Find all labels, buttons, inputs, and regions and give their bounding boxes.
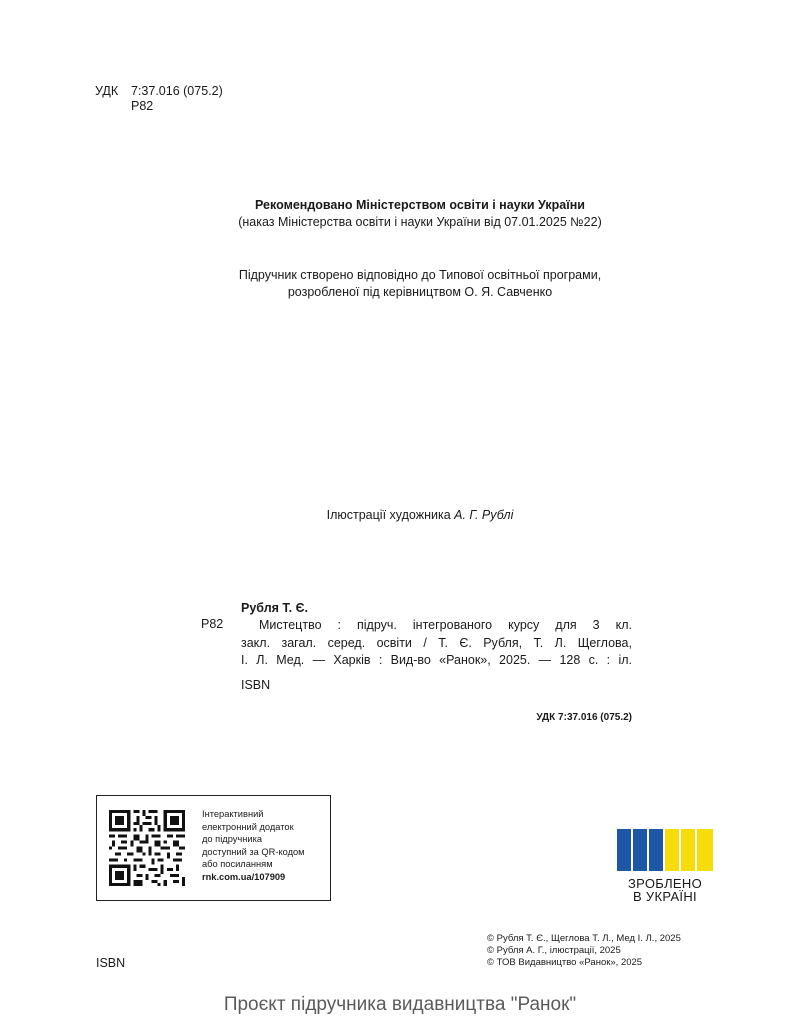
logo-bar-blue-2: [633, 829, 647, 871]
bib-code: Р82: [201, 617, 224, 631]
program-line-1: Підручник створено відповідно до Типової освітньої програми,: [238, 268, 602, 282]
illustrations-label: Ілюстрації художника: [326, 508, 451, 522]
copyright-line-2: © Рубля А. Г., ілюстрації, 2025: [487, 945, 621, 956]
udk-index: Р82: [131, 99, 154, 113]
udk-label: УДК: [95, 84, 119, 98]
bib-author: Рубля Т. Є.: [241, 601, 308, 615]
logo-bar-yellow-1: [665, 829, 679, 871]
logo-bar-yellow-2: [681, 829, 695, 871]
qr-description: [202, 808, 305, 884]
qr-line-1: Інтерактивний: [202, 809, 264, 819]
made-in-ukraine-text: [617, 877, 713, 903]
made-line-2: В УКРАЇНІ: [633, 889, 697, 904]
made-line-1: ЗРОБЛЕНО: [628, 876, 702, 891]
illustrations-credit: [0, 508, 800, 522]
udk-code: 7:37.016 (075.2): [131, 84, 223, 98]
footer-caption: Проєкт підручника видавництва "Ранок": [223, 994, 577, 1015]
program-line-2: розробленої під керівництвом О. Я. Савченко: [287, 285, 553, 299]
bib-description: [241, 617, 632, 670]
bib-isbn: ISBN: [241, 678, 271, 692]
bib-line-2: закл. загал. серед. освіти / Т. Є. Рубля, Т. Л. Щеглова,: [241, 635, 632, 650]
recommendation-order: (наказ Міністерства освіти і науки України від 07.01.2025 №22): [238, 215, 602, 229]
qr-code-icon[interactable]: [109, 810, 185, 886]
copyright-block: [487, 933, 681, 969]
copyright-line-1: © Рубля Т. Є., Щеглова Т. Л., Мед І. Л., 2025: [487, 933, 681, 944]
made-in-ukraine-logo: [617, 829, 713, 871]
udk-bottom: УДК 7:37.016 (075.2): [536, 712, 632, 723]
udk-header: [95, 84, 223, 114]
logo-bar-blue-3: [649, 829, 663, 871]
qr-line-3: до підручника: [202, 834, 263, 845]
logo-bar-yellow-3: [697, 829, 713, 871]
qr-line-4: доступний за QR-кодом: [202, 846, 305, 857]
isbn-bottom: ISBN: [96, 956, 126, 970]
recommendation-title: Рекомендовано Міністерством освіти і науки України: [255, 198, 585, 212]
copyright-line-3: © ТОВ Видавництво «Ранок», 2025: [487, 957, 643, 968]
logo-bar-blue-1: [617, 829, 631, 871]
bib-line-1: Мистецтво : підруч. інтегрованого курсу для 3 кл.: [259, 618, 632, 632]
qr-line-2: електронний додаток: [202, 821, 294, 832]
qr-line-5: або посиланням: [202, 859, 273, 870]
illustrations-artist: А. Г. Рублі: [454, 508, 514, 522]
bib-line-3: І. Л. Мед. — Харків : Вид-во «Ранок», 2025. — 128 с. : іл.: [241, 653, 632, 667]
qr-link[interactable]: rnk.com.ua/107909: [202, 871, 286, 882]
qr-info-box: [96, 795, 331, 901]
